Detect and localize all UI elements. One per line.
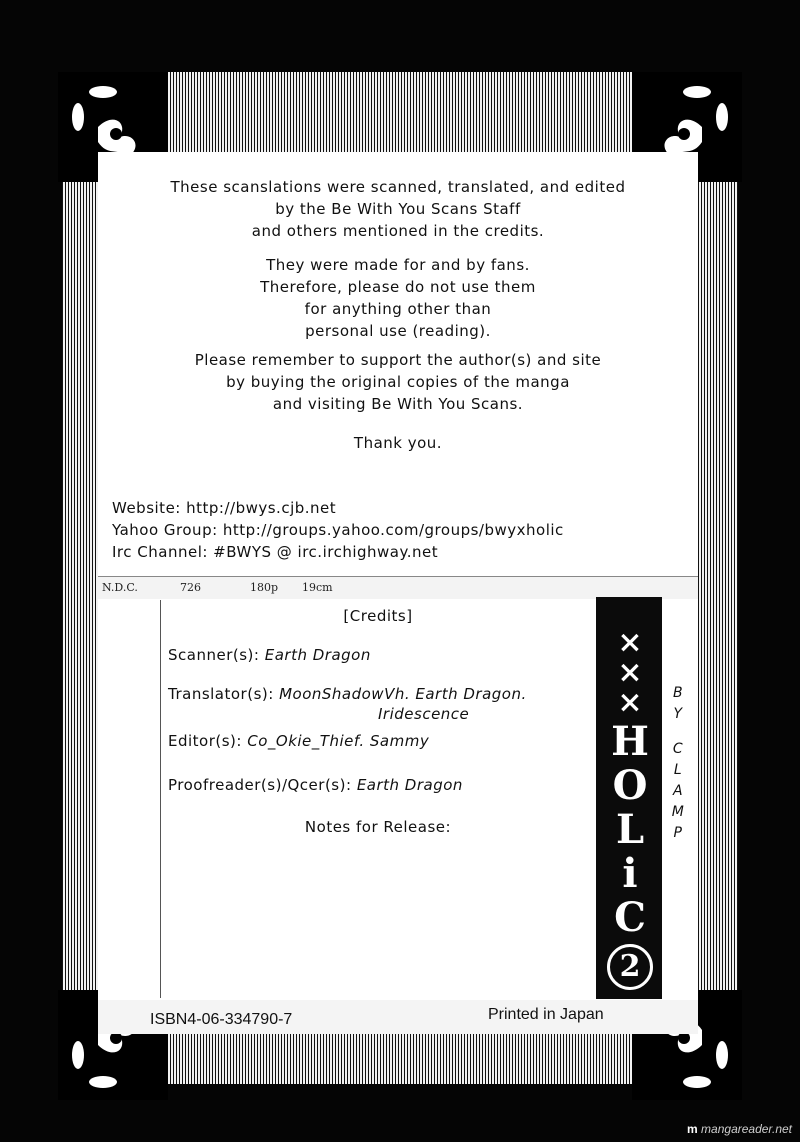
translator-credit (168, 685, 527, 703)
notice-line: These scanslations were scanned, translated, and edited (170, 178, 626, 196)
spine-letter: × (617, 685, 643, 720)
byline-letter: C (672, 741, 684, 757)
spine-letter: i (622, 850, 638, 897)
site-watermark (687, 1122, 792, 1136)
spine-letter: × (617, 625, 643, 660)
watermark-logo: m (687, 1122, 698, 1136)
credits-divider (160, 600, 161, 998)
byline-letter: B (672, 685, 684, 701)
notice-line: and visiting Be With You Scans. (272, 395, 524, 413)
thank-you: Thank you. (353, 434, 443, 452)
credits-title: [Credits] (343, 607, 413, 625)
spine-letter: × (617, 655, 643, 690)
byline-letter: M (671, 804, 685, 820)
notice-paragraph-2 (98, 254, 698, 342)
scanner-value: Earth Dragon (264, 646, 371, 664)
spine-title (600, 625, 660, 720)
ndc-code: 726 (180, 581, 201, 594)
notice-paragraph-3 (98, 349, 698, 415)
notice-paragraph-1 (98, 176, 698, 242)
links-block (112, 497, 564, 563)
translator-value-2: Iridescence (378, 705, 470, 723)
scanner-label: Scanner(s): (168, 646, 260, 664)
notice-line: by the Be With You Scans Staff (275, 200, 521, 218)
notice-line: They were made for and by fans. (266, 256, 530, 274)
yahoo-group-link[interactable]: Yahoo Group: http://groups.yahoo.com/groups/bwyxholic (112, 521, 564, 539)
byline-letter: P (673, 825, 683, 841)
ndc-label: N.D.C. (102, 581, 138, 594)
notice-line: and others mentioned in the credits. (251, 222, 545, 240)
translator-credit-cont (378, 705, 469, 723)
byline (668, 683, 688, 844)
editor-label: Editor(s): (168, 732, 242, 750)
proofreader-label: Proofreader(s)/Qcer(s): (168, 776, 352, 794)
notice-line: for anything other than (304, 300, 492, 318)
byline-letter: Y (673, 706, 683, 722)
scanner-credit (168, 646, 371, 664)
volume-number: 2 (607, 944, 653, 990)
editor-value: Co_Okie_Thief. Sammy (247, 732, 430, 750)
notice-line: Please remember to support the author(s) and site (194, 351, 602, 369)
byline-letter: A (672, 783, 684, 799)
byline-letter: L (673, 762, 683, 778)
spine-letter: L (615, 806, 645, 853)
spine-letter: O (612, 762, 648, 809)
ndc-size: 19cm (302, 581, 333, 594)
spine-title-main (600, 720, 660, 990)
translator-label: Translator(s): (168, 685, 274, 703)
proofreader-credit (168, 776, 463, 794)
notice-line: personal use (reading). (305, 322, 491, 340)
irc-channel-link[interactable]: Irc Channel: #BWYS @ irc.irchighway.net (112, 543, 439, 561)
printed-in-japan: Printed in Japan (488, 1006, 604, 1023)
ndc-pages: 180p (250, 581, 279, 594)
spine-letter: C (614, 894, 646, 941)
release-notes-heading: Notes for Release: (304, 818, 452, 836)
translator-value: MoonShadowVh. Earth Dragon. (279, 685, 527, 703)
notice-line: by buying the original copies of the manga (226, 373, 570, 391)
editor-credit (168, 732, 429, 750)
notice-line: Therefore, please do not use them (260, 278, 536, 296)
isbn-number: ISBN4-06-334790-7 (150, 1011, 293, 1028)
spine-letter: H (611, 718, 649, 765)
website-link[interactable]: Website: http://bwys.cjb.net (112, 499, 337, 517)
proofreader-value: Earth Dragon (356, 776, 463, 794)
watermark-text: mangareader.net (701, 1122, 792, 1136)
